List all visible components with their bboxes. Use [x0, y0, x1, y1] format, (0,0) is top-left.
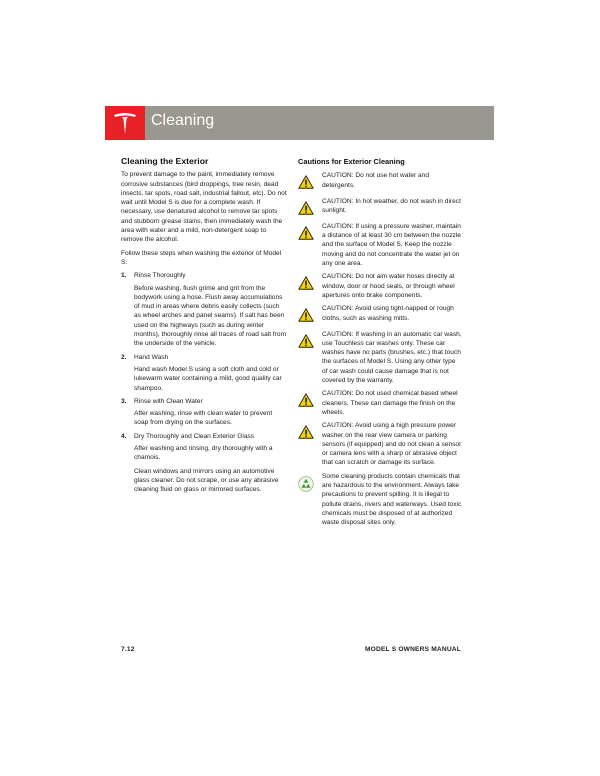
- caution-item: [298, 421, 462, 467]
- step-body: Hand wash Model S using a soft cloth and cold or lukewarm water containing a mild, good quality car shampoo.: [134, 365, 282, 392]
- caution-text: CAUTION: If using a pressure washer, maintain a distance of at least 30 cm between the nozzle and the surface of Model S. Keep the nozzle moving and do not concentrate the water jet on any one area.: [322, 222, 461, 268]
- caution-item: [298, 197, 462, 218]
- cautions-heading: Cautions for Exterior Cleaning: [298, 157, 405, 166]
- step-title: Hand Wash: [134, 353, 169, 361]
- caution-item: [298, 171, 462, 192]
- caution-item: [298, 330, 462, 386]
- step-body: After washing, rinse with clean water to prevent soap from drying on the surfaces.: [134, 410, 273, 427]
- caution-text: CAUTION: Avoid using a high pressure power washer on the rear view camera or parking sensors (if equipped) and do not clean a sensor or camera lens with a sharp or abrasive object that can scratch or damage its surface.: [322, 422, 462, 467]
- step-title: Rinse with Clean Water: [134, 397, 203, 405]
- caution-text: CAUTION: If washing in an automatic car wash, use Touchless car washes only. These car washes have no parts (brushes, etc.) that touch the surfaces of Model S. Using any other type of car wash could cause damage that is not covered by the warranty.: [322, 330, 462, 385]
- environment-text: Some cleaning products contain chemicals that are hazardous to the environment. Always take precautions to prevent spilling. It is illegal to pollute drains, rivers and waterways. Used toxic chemicals must be disposed of at authorized waste disposal sites only.: [322, 472, 462, 527]
- step-body: Clean windows and mirrors using an automotive glass cleaner. Do not scrape, or use any abrasive cleaning fluid on glass or mirrored surfaces.: [134, 467, 279, 494]
- cautions-section: [298, 157, 462, 532]
- step-body: After washing and rinsing, dry thoroughly with a chamois.: [134, 445, 273, 462]
- caution-text: CAUTION: Do not aim water hoses directly at window, door or hood seals, or through wheel apertures onto brake components.: [322, 273, 455, 299]
- step-1: [121, 271, 287, 280]
- page-number: 7.12: [121, 646, 135, 653]
- caution-text: CAUTION: Do not used chemical based wheel cleaners. These can damage the finish on the wheels.: [322, 390, 458, 416]
- warning-icon: [298, 334, 314, 351]
- warning-icon: [298, 425, 314, 442]
- caution-item: [298, 304, 462, 325]
- recycle-icon: [298, 476, 314, 495]
- exterior-section: [121, 157, 287, 499]
- caution-text: CAUTION: Do not use hot water and detergents.: [322, 172, 430, 189]
- step-title: Dry Thoroughly and Clean Exterior Glass: [134, 432, 255, 440]
- step-number: 2.: [121, 353, 127, 361]
- step-4: [121, 432, 287, 441]
- step-title: Rinse Thoroughly: [134, 272, 186, 280]
- warning-icon: [298, 308, 314, 325]
- page-title: Cleaning: [151, 112, 215, 129]
- warning-icon: [298, 226, 314, 243]
- caution-item: [298, 389, 462, 417]
- warning-icon: [298, 175, 314, 192]
- warning-icon: [298, 393, 314, 410]
- section-heading: Cleaning the Exterior: [121, 156, 209, 166]
- manual-title: MODEL S OWNERS MANUAL: [364, 646, 461, 653]
- step-number: 3.: [121, 397, 127, 405]
- caution-text: CAUTION: In hot weather, do not wash in direct sunlight.: [322, 197, 461, 214]
- step-body: Before washing, flush grime and grit from the bodywork using a hose. Flush away accumulations of mud in areas where debris easily collects (such as wheel arches and panel seams). If salt has been used on the highways (such as during winter months), thoroughly rinse all traces of road salt from the underside of the vehicle.: [134, 284, 287, 348]
- warning-icon: [298, 276, 314, 293]
- intro-paragraph: To prevent damage to the paint, immediately remove corrosive substances (bird droppings, tree resin, dead insects, tar spots, road salt, industrial fallout, etc). Do not wait until Model S is due for a complete wash. If necessary, use denatured alcohol to remove tar spots and stubborn grease stains, then immediately wash the area with water and a mild, non-detergent soap to remove the alcohol.: [121, 171, 287, 244]
- step-number: 1.: [121, 272, 127, 280]
- step-3: [121, 397, 287, 406]
- follow-paragraph: Follow these steps when washing the exterior of Model S:: [121, 249, 282, 266]
- caution-item: [298, 222, 462, 268]
- caution-item: [298, 272, 462, 300]
- environment-note: [298, 472, 462, 528]
- tesla-logo: [105, 106, 145, 140]
- warning-icon: [298, 201, 314, 218]
- caution-text: CAUTION: Avoid using tight-napped or rough cloths, such as washing mitts.: [322, 305, 454, 322]
- step-2: [121, 353, 287, 362]
- step-number: 4.: [121, 432, 127, 440]
